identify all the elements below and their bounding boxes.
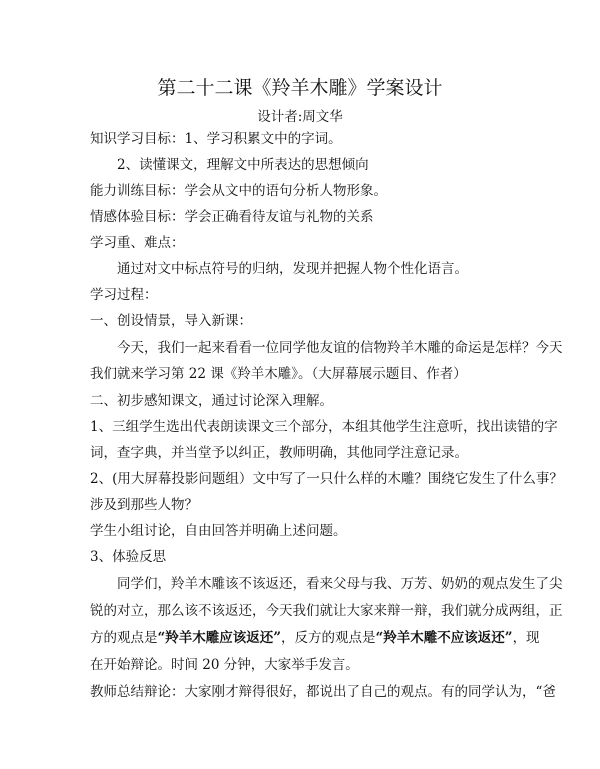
debate-paragraph-line-1: 同学们，羚羊木雕该不该返还，看来父母与我、万芳、奶奶的观点发生了尖 [117, 576, 563, 592]
debate-middle: ，反方的观点是 [281, 630, 376, 646]
step-one-line-1: 1、三组学生选出代表朗读课文三个部分，本组其他学生注意听，找出读错的字 [90, 419, 558, 435]
debate-prefix: 方的观点是 [90, 630, 158, 646]
pro-position: “羚羊木雕应该返还” [157, 630, 282, 646]
debate-suffix: ，现 [512, 630, 540, 646]
step-two-line-2: 涉及到那些人物？ [90, 497, 198, 513]
debate-paragraph-line-3 [90, 629, 540, 647]
objective-ability: 能力训练目标：学会从文中的语句分析人物形象。 [90, 183, 387, 199]
intro-paragraph-line-2: 我们就来学习第 22 课《羚羊木雕》。（大屏幕展示题目、作者） [90, 366, 467, 382]
objective-knowledge-2: 2、读懂课文，理解文中所表达的思想倾向 [117, 157, 369, 173]
document-title: 第二十二课《羚羊木雕》学案设计 [157, 77, 443, 99]
objective-knowledge: 知识学习目标：1、学习积累文中的字词。 [90, 131, 342, 147]
teacher-summary: 教师总结辩论：大家刚才辩得很好，都说出了自己的观点。有的同学认为，“爸 [90, 684, 556, 700]
section-two-heading: 二、初步感知课文，通过讨论深入理解。 [90, 393, 333, 409]
objective-emotion: 情感体验目标：学会正确看待友谊与礼物的关系 [90, 209, 374, 225]
debate-paragraph-line-2: 锐的对立，那么该不该返还，今天我们就让大家来辩一辩，我们就分成两组，正 [90, 603, 563, 619]
debate-paragraph-line-4: 在开始辩论。时间 20 分钟，大家举手发言。 [90, 657, 359, 673]
process-heading: 学习过程： [90, 287, 158, 303]
step-one-line-2: 词，查字典，并当堂予以纠正，教师明确，其他同学注意记录。 [90, 445, 468, 461]
designer-credit: 设计者:周文华 [257, 109, 343, 125]
step-two-line-1: 2、(用大屏幕投影问题组）文中写了一只什么样的木雕？围绕它发生了什么事？ [90, 471, 563, 487]
group-discussion: 学生小组讨论，自由回答并明确上述问题。 [90, 523, 347, 539]
intro-paragraph-line-1: 今天，我们一起来看看一位同学他友谊的信物羚羊木雕的命运是怎样？今天 [117, 340, 563, 356]
key-points-heading: 学习重、难点： [90, 235, 185, 251]
section-one-heading: 一、创设情景，导入新课： [90, 313, 252, 329]
key-points-text: 通过对文中标点符号的归纳，发现并把握人物个性化语言。 [117, 261, 468, 277]
con-position: “羚羊木雕不应该返还” [375, 630, 513, 646]
step-three-heading: 3、体验反思 [90, 549, 167, 565]
